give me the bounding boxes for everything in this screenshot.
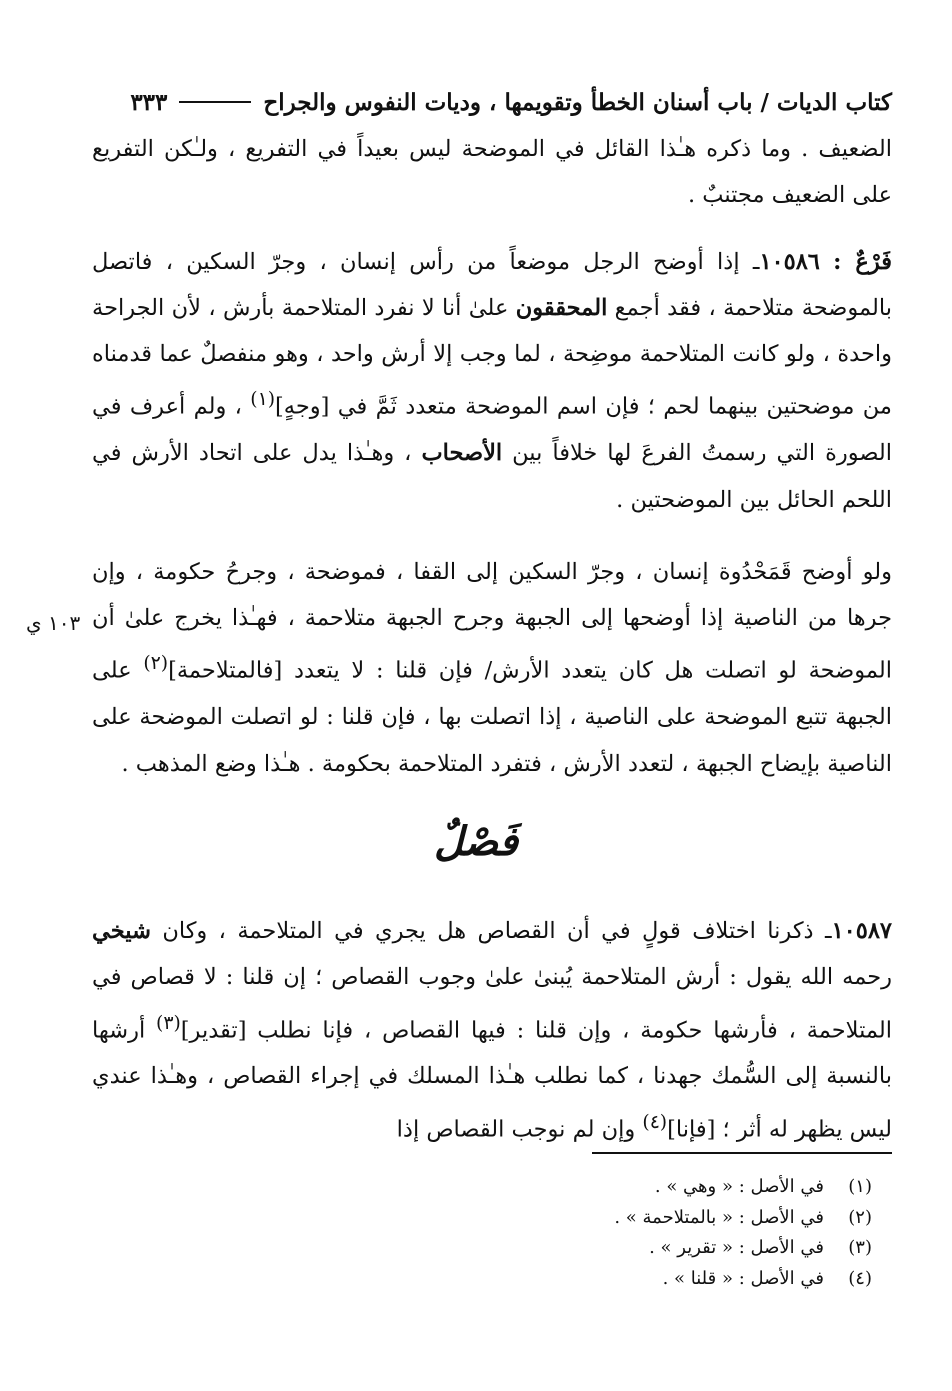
footnote-separator	[592, 1152, 892, 1154]
text-run: ، ولم أعرف في الصورة التي رسمتُ الفرعَ لها خلافاً بين	[92, 393, 892, 467]
footnote	[614, 1233, 872, 1264]
text-run: أرشها بالنسبة إلى السُّمك جهدنا ، كما نطلب هـٰذا المسلك في إجراء القصاص ، وهـٰذا عندي ليس يظهر له أثر ؛ [فإنا]	[92, 1017, 892, 1143]
footnote-ref-2: (٢)	[143, 653, 169, 675]
header-dash	[179, 101, 251, 103]
footnote-number: (٢)	[848, 1206, 872, 1228]
text-run: ـ ذكرنا اختلاف قولٍ في أن القصاص هل يجري في المتلاحمة ، وكان	[150, 918, 832, 944]
far-label: فَرْعٌ :	[833, 248, 893, 275]
text-run: ، وهـٰذا يدل على اتحاد الأرش في اللحم الحائل بين الموضحتين .	[92, 440, 892, 513]
footnote-number: (١)	[848, 1176, 872, 1197]
issue-number: ١٠٥٨٦	[759, 248, 820, 275]
footnote-ref-1: (١)	[250, 389, 276, 411]
text-line: على الضعيف مجتنبٌ .	[687, 182, 892, 209]
footnote	[614, 1264, 872, 1295]
paragraph-10586	[92, 239, 892, 523]
main-text-upper	[92, 126, 892, 813]
running-header	[90, 82, 892, 122]
issue-number: ١٠٥٨٧	[831, 918, 892, 944]
footnote-number: (٤)	[848, 1267, 872, 1289]
page-number: ٣٣٣	[130, 88, 168, 116]
footnotes	[614, 1172, 872, 1294]
text-run: علىٰ أنا لا نفرد المتلاحمة بأرش ، لأن الجراحة واحدة ، ولو كانت المتلاحمة موضِحة ، لما وجب إلا أرش واحد ، وهو منفصلٌ عما قدمناه من موضحتين بينهما لحم ؛ فإن اسم الموضحة متعدد ثَمَّ في [وجهٍ]	[92, 294, 892, 420]
main-text-lower	[92, 908, 892, 1152]
footnote-text: في الأصل : « وهي » .	[654, 1176, 824, 1197]
text-run: وإن لم نوجب القصاص إذا	[396, 1116, 643, 1143]
keyword-ashab: الأصحاب	[421, 440, 503, 467]
footnote-text: في الأصل : « بالمتلاحمة » .	[614, 1206, 824, 1228]
keyword-shaykhi: شيخي	[92, 918, 151, 944]
paragraph-followup	[92, 549, 892, 787]
footnote-text: في الأصل : « تقرير » .	[649, 1237, 824, 1258]
paragraph-10587	[92, 908, 892, 1152]
text-run: على الجبهة تتبع الموضحة على الناصية ، إذا اتصلت بها ، فإن قلنا : لو اتصلت الموضحة على الناصية بإيضاح الجبهة ، لتعدد الأرش ، فتفرد المتلاحمة بحكومة . هـٰذا وضع المذهب .	[92, 657, 892, 777]
keyword-muhaqqiqun: المحققون	[515, 294, 608, 321]
text-line: الضعيف . وما ذكره هـٰذا القائل في الموضحة ليس بعيداً في التفريع ، ولـٰكن التفريع	[92, 136, 892, 162]
manuscript-folio-note: ١٠٣ ي	[26, 611, 81, 635]
section-heading-fasl: فَصْلٌ	[433, 818, 519, 865]
text-run: ولو أوضح قَمَحْدُوة إنسان ، وجرّ السكين إلى القفا ، فموضحة ، وجرحُ حكومة ، وإن جرها من الناصية إذا أوضحها إلى الجبهة وجرح الجبهة متلاحمة ، فهـٰذا يخرج علىٰ أن الموضحة لو اتصلت هل كان يتعدد الأرش/ فإن قلنا : لا يتعدد [فالمتلاحمة]	[92, 558, 892, 684]
footnote	[614, 1203, 872, 1234]
footnote-ref-3: (٣)	[156, 1012, 181, 1034]
footnote-ref-4: (٤)	[642, 1111, 668, 1133]
header-title: كتاب الديات / باب أسنان الخطأ وتقويمها ، وديات النفوس والجراح	[263, 88, 892, 116]
paragraph-continuation	[92, 126, 892, 219]
text-run: رحمه الله يقول : أرش المتلاحمة يُبنىٰ علىٰ وجوب القصاص ؛ إن قلنا : لا قصاص في المتلاحمة ، فأرشها حكومة ، وإن قلنا : فيها القصاص ، فإنا نطلب [تقدير]	[92, 964, 892, 1044]
footnote-text: في الأصل : « قلنا » .	[662, 1267, 824, 1289]
footnote-number: (٣)	[848, 1237, 872, 1258]
text-run: ـ إذا أوضح الرجل موضعاً من رأس إنسان ، وجرّ السكين ، فاتصل بالموضحة متلاحمة ، فقد أجمع	[92, 248, 893, 321]
footnote	[614, 1172, 872, 1203]
